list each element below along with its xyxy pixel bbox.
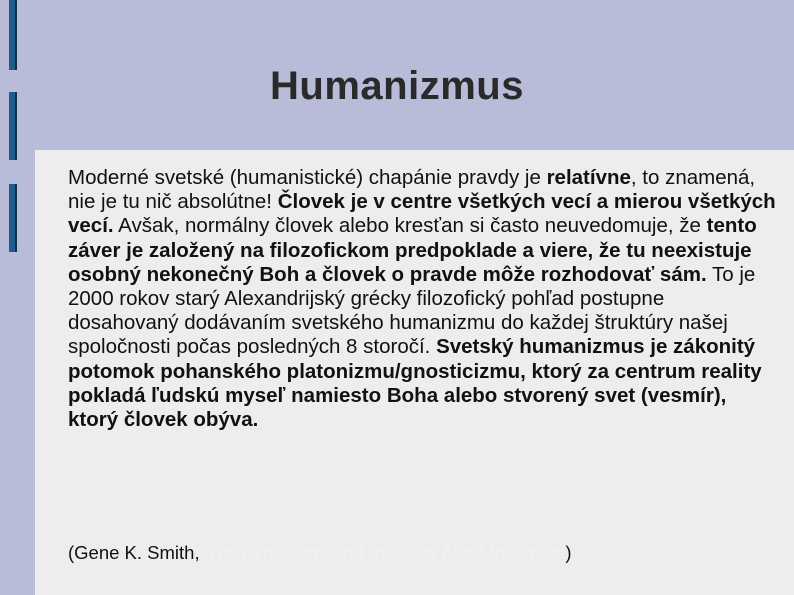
citation <box>68 541 572 565</box>
body-paragraph <box>68 166 780 432</box>
citation-suffix: ) <box>565 542 572 563</box>
citation-link[interactable]: New Theology and the New Age Movement <box>209 542 566 563</box>
slide-title: Humanizmus <box>270 64 524 108</box>
text-segment: Avšak, normálny človek alebo kresťan si často neuvedomuje, že <box>113 214 707 238</box>
decorative-bar <box>9 184 17 252</box>
bold-text-segment: tento záver je založený na filozofickom predpoklade a viere, že tu neexistuje osobný nekonečný Boh a človek o pravde môže rozhodovať sám. <box>68 214 757 286</box>
bold-text-segment: Človek je v centre všetkých vecí a mierou všetkých vecí. <box>68 190 776 238</box>
citation-prefix: (Gene K. Smith, <box>68 542 210 563</box>
bold-text-segment: relatívne <box>546 166 631 189</box>
text-segment: Moderné svetské (humanistické) chapánie pravdy je <box>68 166 547 189</box>
text-segment: To je 2000 rokov starý Alexandrijský grécky filozofický pohľad postupne dosahovaný dodávaním svetského humanizmu do každej štruktúry našej spoločnosti počas posledných 8 storočí. <box>68 262 756 359</box>
text-segment: , to znamená, nie je tu nič absolútne! <box>68 166 756 214</box>
decorative-bar <box>9 0 17 70</box>
bold-text-segment: Svetský humanizmus je zákonitý potomok pohanského platonizmu/gnosticizmu, ktorý za centrum reality pokladá ľudskú myseľ namiesto Boha alebo stvorený svet (vesmír), ktorý človek obýva. <box>68 335 762 432</box>
